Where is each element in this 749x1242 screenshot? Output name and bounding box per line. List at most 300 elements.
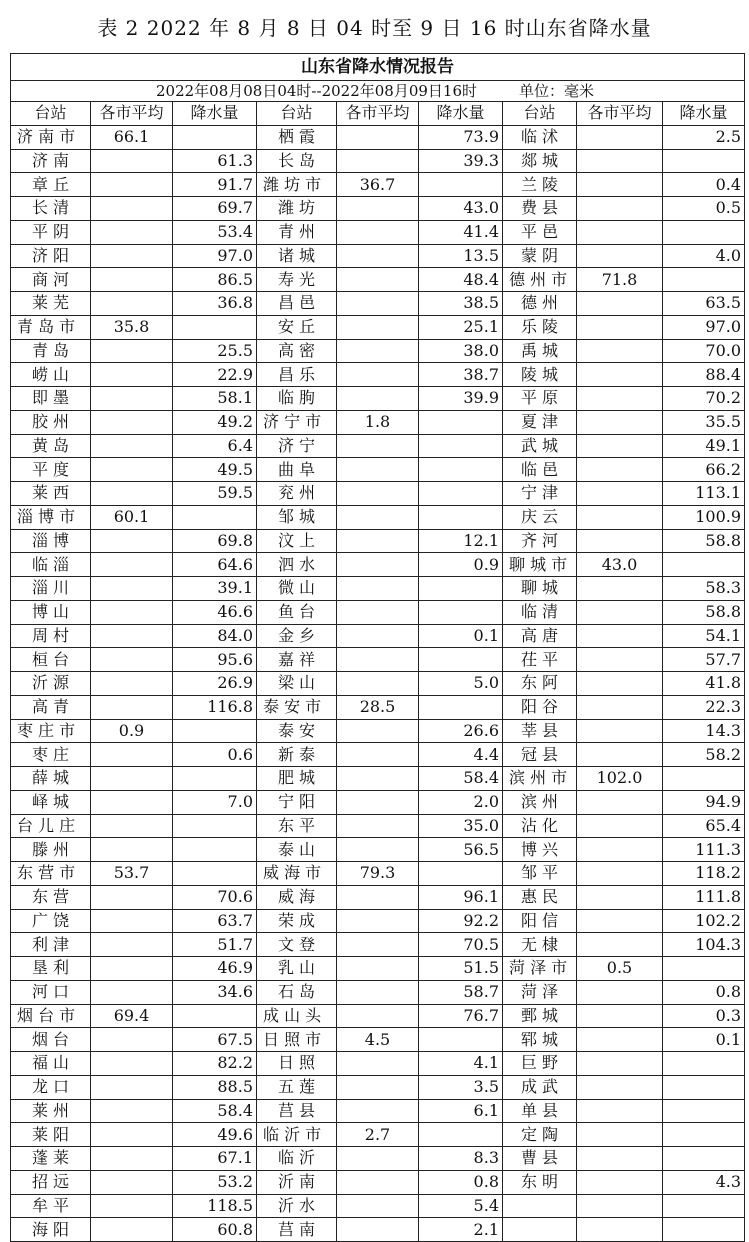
city-name-cell: 日 照 市 bbox=[257, 1028, 337, 1052]
table-caption: 表 2 2022 年 8 月 8 日 04 时至 9 日 16 时山东省降水量 bbox=[97, 16, 652, 40]
table-row bbox=[11, 553, 745, 577]
city-average-cell bbox=[91, 482, 173, 506]
city-name-cell: 菏 泽 市 bbox=[503, 957, 577, 981]
city-average-cell bbox=[91, 909, 173, 933]
city-average-cell bbox=[577, 387, 663, 411]
city-average-cell bbox=[337, 1170, 419, 1194]
station-name-cell: 周 村 bbox=[11, 624, 91, 648]
station-name-cell: 平 原 bbox=[503, 387, 577, 411]
station-name-cell: 垦 利 bbox=[11, 957, 91, 981]
station-name-cell: 成 山 头 bbox=[257, 1004, 337, 1028]
station-name-cell: 福 山 bbox=[11, 1052, 91, 1076]
city-average-cell: 0.9 bbox=[91, 719, 173, 743]
header-rainfall: 降水量 bbox=[173, 102, 257, 126]
station-name-cell: 青 州 bbox=[257, 220, 337, 244]
station-name-cell: 沂 南 bbox=[257, 1170, 337, 1194]
city-average-cell bbox=[337, 505, 419, 529]
report-title: 山东省降水情况报告 bbox=[11, 54, 745, 81]
rainfall-cell: 69.7 bbox=[173, 197, 257, 221]
station-name-cell: 枣 庄 bbox=[11, 743, 91, 767]
city-average-cell bbox=[337, 434, 419, 458]
table-row bbox=[11, 1028, 745, 1052]
city-average-cell bbox=[577, 933, 663, 957]
station-name-cell bbox=[503, 1218, 577, 1242]
rainfall-cell: 7.0 bbox=[173, 790, 257, 814]
city-name-cell: 淄 博 市 bbox=[11, 505, 91, 529]
station-name-cell: 邹 平 bbox=[503, 862, 577, 886]
rainfall-cell: 46.6 bbox=[173, 600, 257, 624]
rainfall-cell bbox=[419, 410, 503, 434]
city-average-cell: 69.4 bbox=[91, 1004, 173, 1028]
table-row bbox=[11, 339, 745, 363]
rainfall-cell: 64.6 bbox=[173, 553, 257, 577]
city-average-cell bbox=[91, 672, 173, 696]
station-name-cell: 平 阴 bbox=[11, 220, 91, 244]
station-name-cell: 新 泰 bbox=[257, 743, 337, 767]
rainfall-cell: 70.0 bbox=[663, 339, 745, 363]
rainfall-cell: 4.0 bbox=[663, 244, 745, 268]
table-row bbox=[11, 909, 745, 933]
city-average-cell bbox=[337, 1147, 419, 1171]
city-average-cell bbox=[577, 125, 663, 149]
table-row bbox=[11, 505, 745, 529]
city-name-cell: 临 沂 市 bbox=[257, 1123, 337, 1147]
station-name-cell: 荣 成 bbox=[257, 909, 337, 933]
city-average-cell bbox=[91, 244, 173, 268]
city-average-cell bbox=[91, 838, 173, 862]
city-average-cell bbox=[577, 1004, 663, 1028]
rainfall-cell: 4.4 bbox=[419, 743, 503, 767]
rainfall-cell: 6.1 bbox=[419, 1099, 503, 1123]
city-average-cell bbox=[91, 1052, 173, 1076]
station-name-cell: 临 邑 bbox=[503, 458, 577, 482]
table-row bbox=[11, 980, 745, 1004]
rainfall-cell: 70.6 bbox=[173, 885, 257, 909]
city-average-cell bbox=[91, 1170, 173, 1194]
station-name-cell: 博 兴 bbox=[503, 838, 577, 862]
station-name-cell: 莘 县 bbox=[503, 719, 577, 743]
rainfall-cell bbox=[173, 1004, 257, 1028]
city-average-cell bbox=[577, 220, 663, 244]
rainfall-cell bbox=[173, 838, 257, 862]
city-average-cell bbox=[337, 909, 419, 933]
station-name-cell: 临 淄 bbox=[11, 553, 91, 577]
table-row bbox=[11, 173, 745, 197]
rainfall-cell: 14.3 bbox=[663, 719, 745, 743]
rainfall-cell: 111.8 bbox=[663, 885, 745, 909]
city-average-cell bbox=[91, 149, 173, 173]
rainfall-cell: 104.3 bbox=[663, 933, 745, 957]
rainfall-cell bbox=[419, 862, 503, 886]
city-average-cell bbox=[337, 767, 419, 791]
city-average-cell bbox=[91, 1075, 173, 1099]
rainfall-cell bbox=[663, 1123, 745, 1147]
city-average-cell: 1.8 bbox=[337, 410, 419, 434]
rainfall-cell: 5.0 bbox=[419, 672, 503, 696]
city-average-cell bbox=[577, 529, 663, 553]
rainfall-cell: 51.7 bbox=[173, 933, 257, 957]
city-average-cell bbox=[337, 600, 419, 624]
city-name-cell: 威 海 市 bbox=[257, 862, 337, 886]
city-name-cell: 枣 庄 市 bbox=[11, 719, 91, 743]
city-average-cell bbox=[337, 814, 419, 838]
city-average-cell bbox=[91, 743, 173, 767]
station-name-cell: 费 县 bbox=[503, 197, 577, 221]
city-average-cell bbox=[577, 173, 663, 197]
city-average-cell bbox=[337, 790, 419, 814]
header-city-average: 各市平均 bbox=[577, 102, 663, 126]
station-name-cell: 文 登 bbox=[257, 933, 337, 957]
station-name-cell: 鱼 台 bbox=[257, 600, 337, 624]
city-average-cell bbox=[337, 292, 419, 316]
station-name-cell: 利 津 bbox=[11, 933, 91, 957]
city-average-cell bbox=[91, 814, 173, 838]
city-average-cell: 60.1 bbox=[91, 505, 173, 529]
station-name-cell: 郯 城 bbox=[503, 149, 577, 173]
rainfall-cell: 76.7 bbox=[419, 1004, 503, 1028]
station-name-cell: 冠 县 bbox=[503, 743, 577, 767]
city-average-cell: 53.7 bbox=[91, 862, 173, 886]
city-average-cell bbox=[337, 743, 419, 767]
rainfall-cell: 0.4 bbox=[663, 173, 745, 197]
city-average-cell bbox=[91, 624, 173, 648]
rainfall-cell bbox=[419, 648, 503, 672]
city-average-cell bbox=[91, 434, 173, 458]
rainfall-cell: 53.2 bbox=[173, 1170, 257, 1194]
table-row bbox=[11, 529, 745, 553]
city-average-cell bbox=[577, 600, 663, 624]
table-row bbox=[11, 197, 745, 221]
rainfall-cell: 92.2 bbox=[419, 909, 503, 933]
report-period: 2022年08月08日04时--2022年08月09日16时 bbox=[156, 82, 478, 100]
city-average-cell bbox=[577, 790, 663, 814]
station-name-cell: 沾 化 bbox=[503, 814, 577, 838]
rainfall-cell: 66.2 bbox=[663, 458, 745, 482]
station-name-cell: 聊 城 bbox=[503, 577, 577, 601]
rainfall-report-table bbox=[10, 53, 745, 1242]
station-name-cell: 莱 州 bbox=[11, 1099, 91, 1123]
table-row bbox=[11, 885, 745, 909]
city-average-cell bbox=[337, 125, 419, 149]
rainfall-cell: 65.4 bbox=[663, 814, 745, 838]
city-average-cell bbox=[577, 1123, 663, 1147]
table-row bbox=[11, 1075, 745, 1099]
rainfall-cell bbox=[173, 814, 257, 838]
rainfall-cell bbox=[663, 957, 745, 981]
station-name-cell: 章 丘 bbox=[11, 173, 91, 197]
station-name-cell: 莱 阳 bbox=[11, 1123, 91, 1147]
rainfall-cell bbox=[419, 1123, 503, 1147]
station-name-cell: 阳 信 bbox=[503, 909, 577, 933]
rainfall-cell: 58.3 bbox=[663, 577, 745, 601]
city-average-cell bbox=[577, 1147, 663, 1171]
table-row bbox=[11, 1004, 745, 1028]
table-row bbox=[11, 315, 745, 339]
city-average-cell bbox=[577, 648, 663, 672]
rainfall-cell: 70.5 bbox=[419, 933, 503, 957]
rainfall-cell: 6.4 bbox=[173, 434, 257, 458]
rainfall-cell: 63.5 bbox=[663, 292, 745, 316]
rainfall-cell: 100.9 bbox=[663, 505, 745, 529]
station-name-cell: 肥 城 bbox=[257, 767, 337, 791]
station-name-cell: 乳 山 bbox=[257, 957, 337, 981]
city-average-cell bbox=[91, 553, 173, 577]
rainfall-cell: 113.1 bbox=[663, 482, 745, 506]
city-average-cell bbox=[337, 980, 419, 1004]
station-name-cell: 无 棣 bbox=[503, 933, 577, 957]
table-row bbox=[11, 1194, 745, 1218]
rainfall-cell: 61.3 bbox=[173, 149, 257, 173]
rainfall-cell: 0.1 bbox=[663, 1028, 745, 1052]
rainfall-cell: 0.1 bbox=[419, 624, 503, 648]
station-name-cell: 惠 民 bbox=[503, 885, 577, 909]
header-station: 台站 bbox=[257, 102, 337, 126]
city-average-cell bbox=[337, 577, 419, 601]
city-name-cell: 潍 坊 市 bbox=[257, 173, 337, 197]
station-name-cell: 牟 平 bbox=[11, 1194, 91, 1218]
station-name-cell: 东 平 bbox=[257, 814, 337, 838]
station-name-cell: 禹 城 bbox=[503, 339, 577, 363]
report-unit: 单位：毫米 bbox=[519, 82, 595, 100]
table-row bbox=[11, 1170, 745, 1194]
city-average-cell bbox=[337, 268, 419, 292]
station-name-cell: 曲 阜 bbox=[257, 458, 337, 482]
table-row bbox=[11, 933, 745, 957]
table-row bbox=[11, 387, 745, 411]
station-name-cell: 济 阳 bbox=[11, 244, 91, 268]
rainfall-cell: 54.1 bbox=[663, 624, 745, 648]
rainfall-cell bbox=[173, 315, 257, 339]
header-rainfall: 降水量 bbox=[419, 102, 503, 126]
rainfall-cell bbox=[663, 1218, 745, 1242]
station-name-cell: 临 朐 bbox=[257, 387, 337, 411]
rainfall-cell: 58.4 bbox=[173, 1099, 257, 1123]
table-row bbox=[11, 268, 745, 292]
table-row bbox=[11, 862, 745, 886]
table-row bbox=[11, 743, 745, 767]
station-name-cell: 青 岛 bbox=[11, 339, 91, 363]
rainfall-cell: 41.4 bbox=[419, 220, 503, 244]
station-name-cell: 桓 台 bbox=[11, 648, 91, 672]
station-name-cell: 昌 邑 bbox=[257, 292, 337, 316]
rainfall-cell bbox=[419, 1028, 503, 1052]
city-average-cell bbox=[577, 1052, 663, 1076]
station-name-cell: 沂 水 bbox=[257, 1194, 337, 1218]
station-name-cell: 寿 光 bbox=[257, 268, 337, 292]
rainfall-cell bbox=[663, 220, 745, 244]
city-average-cell bbox=[577, 577, 663, 601]
city-name-cell: 东 营 市 bbox=[11, 862, 91, 886]
city-name-cell: 滨 州 市 bbox=[503, 767, 577, 791]
station-name-cell: 济 宁 bbox=[257, 434, 337, 458]
header-city-average: 各市平均 bbox=[91, 102, 173, 126]
station-name-cell: 莒 县 bbox=[257, 1099, 337, 1123]
station-name-cell: 龙 口 bbox=[11, 1075, 91, 1099]
station-name-cell: 梁 山 bbox=[257, 672, 337, 696]
station-name-cell: 郓 城 bbox=[503, 1028, 577, 1052]
table-row bbox=[11, 577, 745, 601]
rainfall-cell: 82.2 bbox=[173, 1052, 257, 1076]
city-average-cell: 28.5 bbox=[337, 695, 419, 719]
city-average-cell bbox=[337, 529, 419, 553]
city-average-cell: 79.3 bbox=[337, 862, 419, 886]
station-name-cell: 武 城 bbox=[503, 434, 577, 458]
rainfall-cell: 26.6 bbox=[419, 719, 503, 743]
rainfall-cell bbox=[419, 577, 503, 601]
city-average-cell bbox=[337, 1218, 419, 1242]
city-average-cell bbox=[91, 529, 173, 553]
city-average-cell bbox=[91, 577, 173, 601]
table-row bbox=[11, 957, 745, 981]
rainfall-cell: 116.8 bbox=[173, 695, 257, 719]
station-name-cell: 蓬 莱 bbox=[11, 1147, 91, 1171]
header-rainfall: 降水量 bbox=[663, 102, 745, 126]
rainfall-cell: 49.1 bbox=[663, 434, 745, 458]
city-average-cell: 66.1 bbox=[91, 125, 173, 149]
station-name-cell: 东 营 bbox=[11, 885, 91, 909]
city-average-cell bbox=[577, 814, 663, 838]
station-name-cell: 汶 上 bbox=[257, 529, 337, 553]
station-name-cell: 滨 州 bbox=[503, 790, 577, 814]
rainfall-cell: 58.8 bbox=[663, 600, 745, 624]
station-name-cell: 巨 野 bbox=[503, 1052, 577, 1076]
rainfall-cell bbox=[173, 125, 257, 149]
city-average-cell bbox=[577, 505, 663, 529]
station-name-cell: 五 莲 bbox=[257, 1075, 337, 1099]
station-name-cell: 定 陶 bbox=[503, 1123, 577, 1147]
rainfall-cell: 36.8 bbox=[173, 292, 257, 316]
station-name-cell: 即 墨 bbox=[11, 387, 91, 411]
city-average-cell bbox=[337, 838, 419, 862]
station-name-cell: 菏 泽 bbox=[503, 980, 577, 1004]
city-average-cell bbox=[91, 648, 173, 672]
city-average-cell bbox=[91, 339, 173, 363]
rainfall-cell: 84.0 bbox=[173, 624, 257, 648]
city-average-cell bbox=[577, 1028, 663, 1052]
rainfall-cell bbox=[419, 434, 503, 458]
rainfall-cell: 0.5 bbox=[663, 197, 745, 221]
table-row bbox=[11, 672, 745, 696]
table-row bbox=[11, 125, 745, 149]
city-average-cell bbox=[337, 458, 419, 482]
rainfall-cell bbox=[663, 1099, 745, 1123]
rainfall-cell: 51.5 bbox=[419, 957, 503, 981]
rainfall-cell bbox=[419, 173, 503, 197]
station-name-cell: 黄 岛 bbox=[11, 434, 91, 458]
city-average-cell bbox=[577, 410, 663, 434]
station-name-cell: 威 海 bbox=[257, 885, 337, 909]
rainfall-cell: 22.3 bbox=[663, 695, 745, 719]
rainfall-cell bbox=[173, 719, 257, 743]
rainfall-cell: 58.7 bbox=[419, 980, 503, 1004]
rainfall-cell: 53.4 bbox=[173, 220, 257, 244]
station-name-cell: 河 口 bbox=[11, 980, 91, 1004]
city-average-cell: 2.7 bbox=[337, 1123, 419, 1147]
city-average-cell bbox=[91, 957, 173, 981]
station-name-cell: 长 岛 bbox=[257, 149, 337, 173]
rainfall-cell: 0.3 bbox=[663, 1004, 745, 1028]
rainfall-cell: 60.8 bbox=[173, 1218, 257, 1242]
table-row bbox=[11, 363, 745, 387]
table-row bbox=[11, 648, 745, 672]
city-average-cell bbox=[337, 672, 419, 696]
city-average-cell bbox=[337, 149, 419, 173]
city-average-cell bbox=[577, 197, 663, 221]
rainfall-cell: 97.0 bbox=[173, 244, 257, 268]
station-name-cell: 宁 津 bbox=[503, 482, 577, 506]
rainfall-cell: 35.0 bbox=[419, 814, 503, 838]
rainfall-cell: 58.4 bbox=[419, 767, 503, 791]
city-average-cell bbox=[577, 980, 663, 1004]
city-average-cell bbox=[91, 600, 173, 624]
city-average-cell: 36.7 bbox=[337, 173, 419, 197]
city-average-cell bbox=[91, 268, 173, 292]
column-header-row bbox=[11, 102, 745, 126]
station-name-cell: 长 清 bbox=[11, 197, 91, 221]
rainfall-cell: 13.5 bbox=[419, 244, 503, 268]
city-average-cell bbox=[337, 553, 419, 577]
station-name-cell: 诸 城 bbox=[257, 244, 337, 268]
rainfall-cell: 86.5 bbox=[173, 268, 257, 292]
rainfall-cell: 96.1 bbox=[419, 885, 503, 909]
rainfall-cell: 94.9 bbox=[663, 790, 745, 814]
rainfall-cell: 97.0 bbox=[663, 315, 745, 339]
station-name-cell: 泰 安 bbox=[257, 719, 337, 743]
table-row bbox=[11, 790, 745, 814]
city-average-cell bbox=[337, 719, 419, 743]
station-name-cell: 泗 水 bbox=[257, 553, 337, 577]
station-name-cell: 微 山 bbox=[257, 577, 337, 601]
city-average-cell bbox=[577, 434, 663, 458]
station-name-cell: 东 明 bbox=[503, 1170, 577, 1194]
rainfall-cell: 63.7 bbox=[173, 909, 257, 933]
rainfall-cell: 2.5 bbox=[663, 125, 745, 149]
station-name-cell: 蒙 阴 bbox=[503, 244, 577, 268]
rainfall-cell: 67.5 bbox=[173, 1028, 257, 1052]
station-name-cell: 兖 州 bbox=[257, 482, 337, 506]
city-average-cell bbox=[337, 1075, 419, 1099]
rainfall-cell: 118.2 bbox=[663, 862, 745, 886]
rainfall-cell: 8.3 bbox=[419, 1147, 503, 1171]
city-average-cell: 71.8 bbox=[577, 268, 663, 292]
city-average-cell bbox=[91, 220, 173, 244]
table-row bbox=[11, 292, 745, 316]
city-average-cell bbox=[577, 624, 663, 648]
city-average-cell bbox=[91, 1099, 173, 1123]
rainfall-cell: 38.7 bbox=[419, 363, 503, 387]
station-name-cell: 莱 西 bbox=[11, 482, 91, 506]
rainfall-cell bbox=[663, 1052, 745, 1076]
city-average-cell bbox=[91, 458, 173, 482]
rainfall-cell: 69.8 bbox=[173, 529, 257, 553]
station-name-cell: 台 儿 庄 bbox=[11, 814, 91, 838]
station-name-cell: 泰 山 bbox=[257, 838, 337, 862]
city-name-cell: 烟 台 市 bbox=[11, 1004, 91, 1028]
table-row bbox=[11, 1218, 745, 1242]
rainfall-cell: 26.9 bbox=[173, 672, 257, 696]
table-row bbox=[11, 600, 745, 624]
station-name-cell: 莒 南 bbox=[257, 1218, 337, 1242]
rainfall-cell: 34.6 bbox=[173, 980, 257, 1004]
station-name-cell: 博 山 bbox=[11, 600, 91, 624]
station-name-cell: 济 南 bbox=[11, 149, 91, 173]
station-name-cell: 商 河 bbox=[11, 268, 91, 292]
rainfall-cell bbox=[173, 505, 257, 529]
rainfall-cell: 49.5 bbox=[173, 458, 257, 482]
city-average-cell: 4.5 bbox=[337, 1028, 419, 1052]
station-name-cell: 莱 芜 bbox=[11, 292, 91, 316]
rainfall-cell bbox=[663, 268, 745, 292]
